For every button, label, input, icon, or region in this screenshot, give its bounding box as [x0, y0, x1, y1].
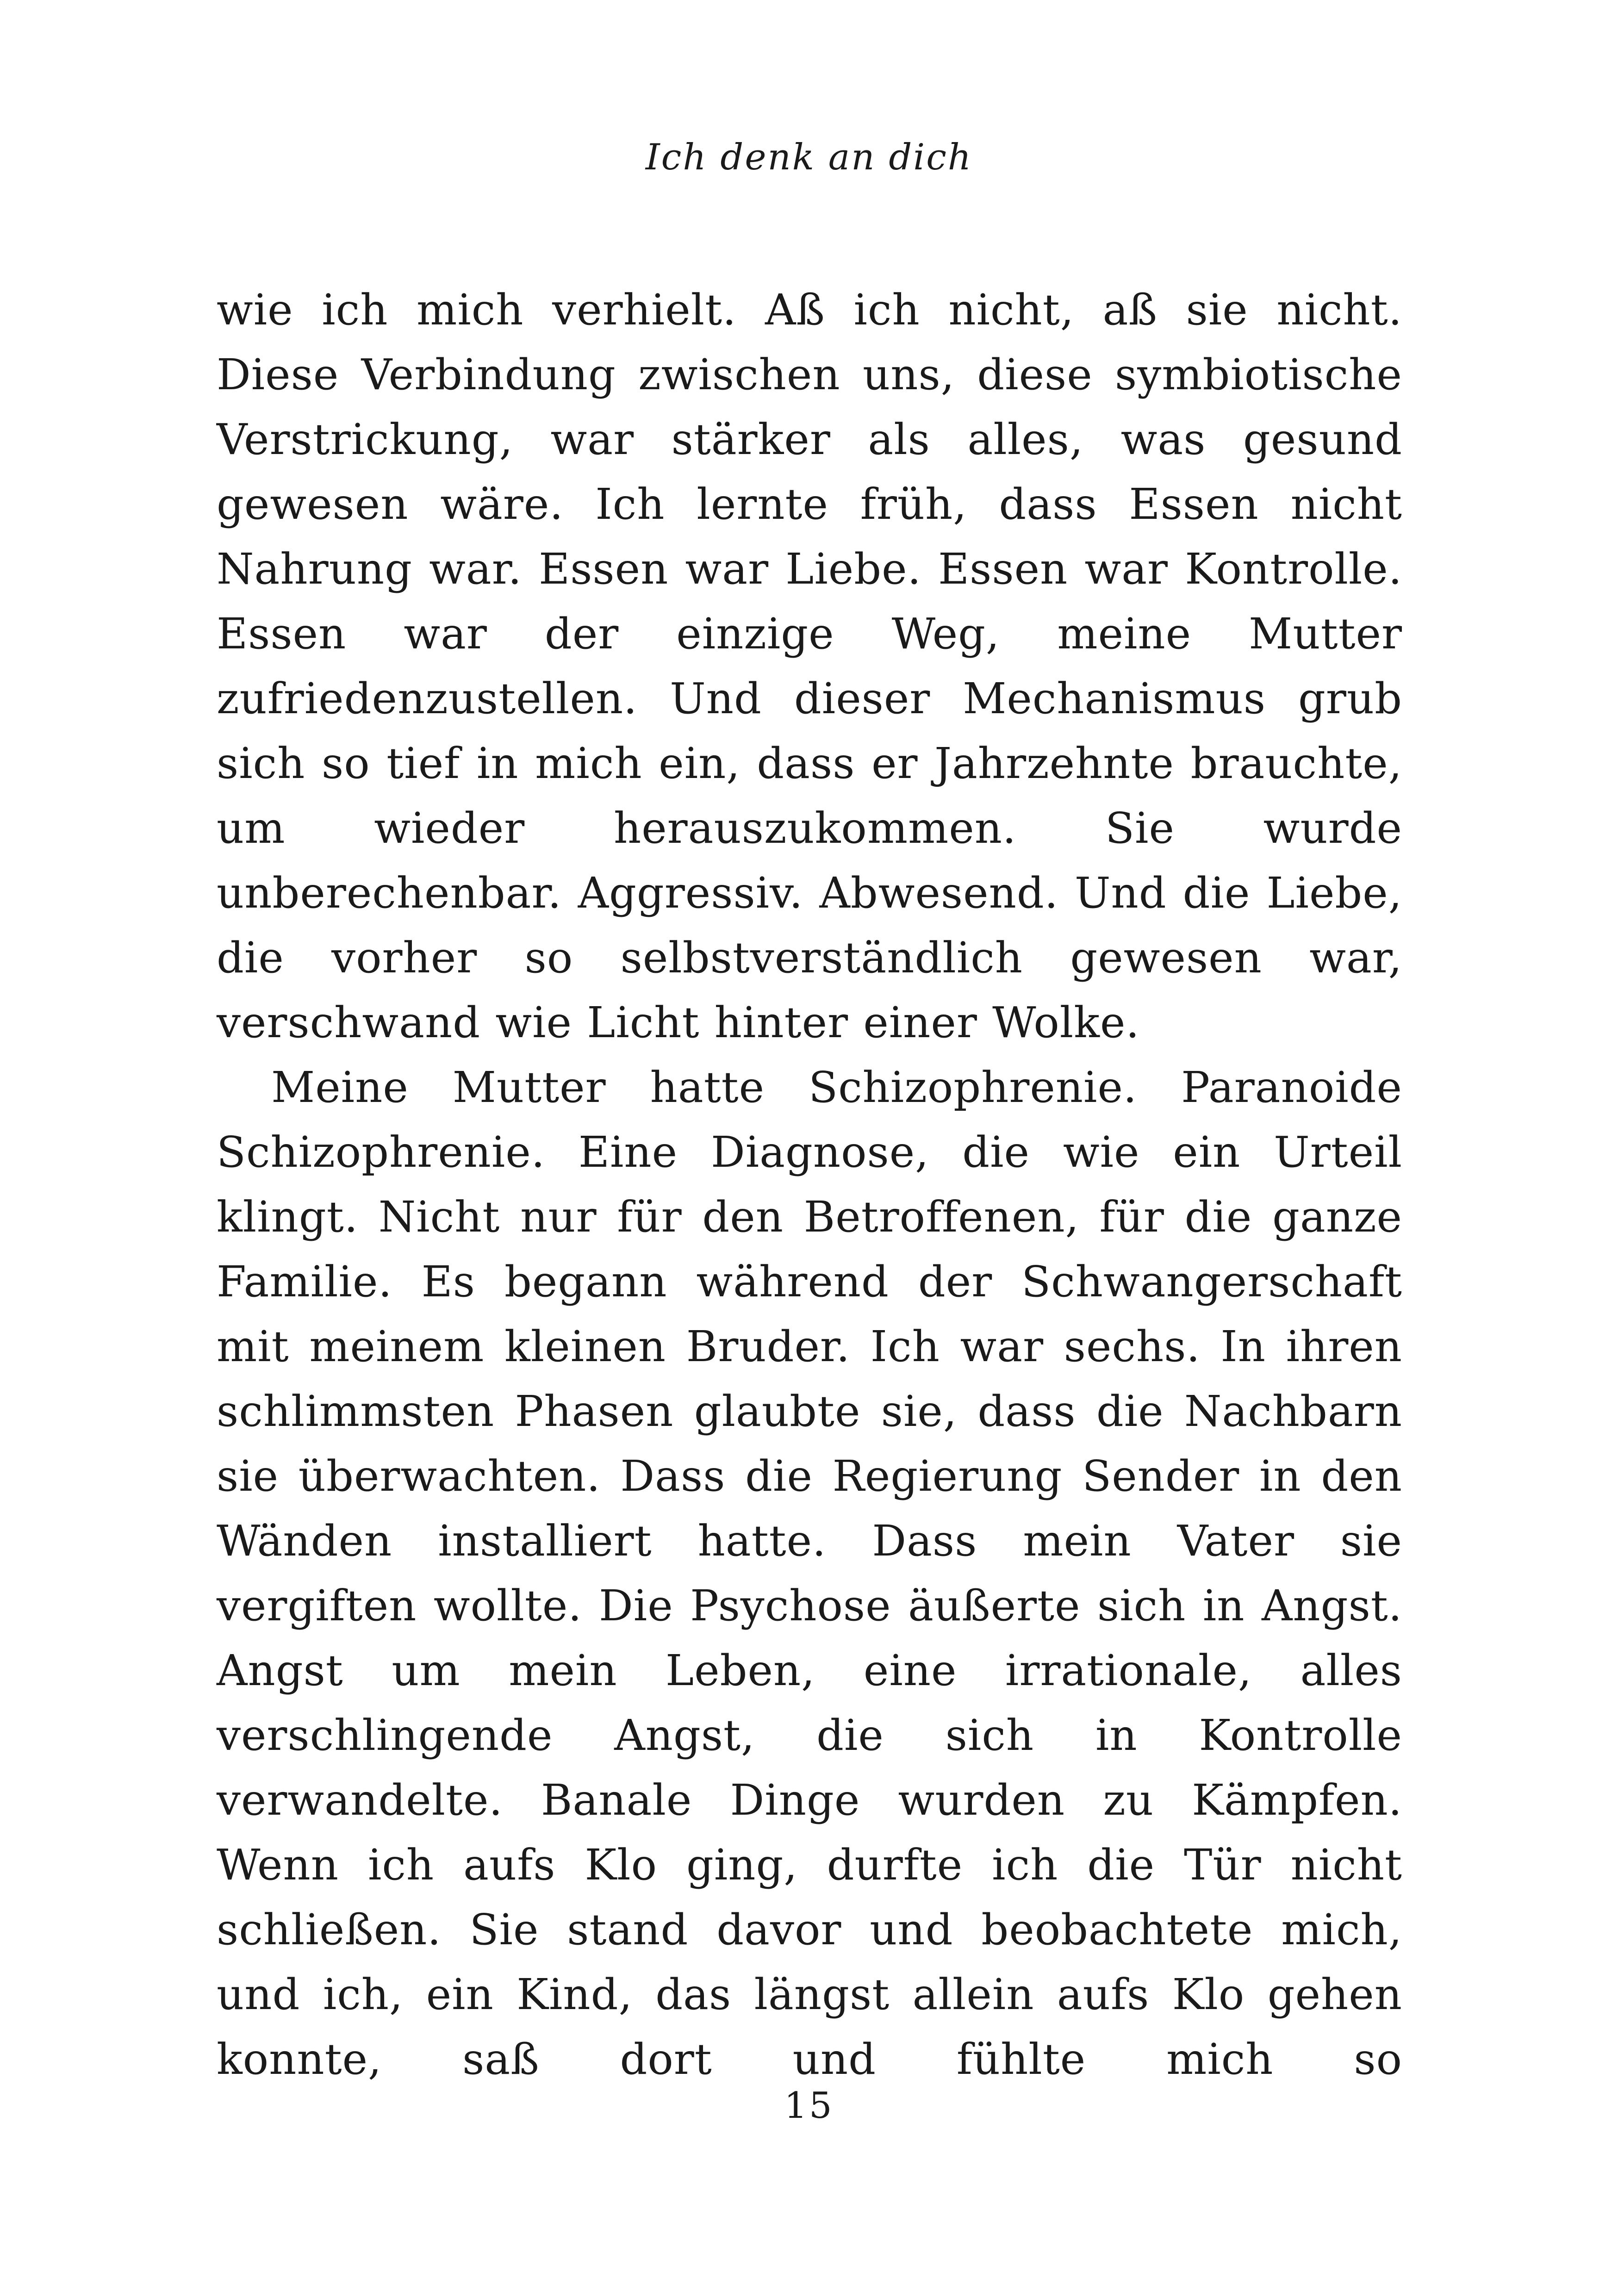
page-number: 15: [784, 2085, 834, 2127]
body-text: [217, 278, 1402, 2092]
paragraph-schizophrenia: Meine Mutter hatte Schizophrenie. Paranoide Schizophrenie. Eine Diagnose, die wie ein Urteil klingt. Nicht nur für den Betroffenen, für die ganze Familie. Es begann während der Schwangerschaft mit meinem kleinen Bruder. Ich war sechs. In ihren schlimmsten Phasen glaubte sie, dass die Nachbarn sie überwachten. Dass die Regierung Sender in den Wänden installiert hatte. Dass mein Vater sie vergiften wollte. Die Psychose äußerte sich in Angst. Angst um mein Leben, eine irrationale, alles verschlingende Angst, die sich in Kontrolle verwandelte. Banale Dinge wurden zu Kämpfen. Wenn ich aufs Klo ging, durfte ich die Tür nicht schließen. Sie stand davor und beobachtete mich, und ich, ein Kind, das längst allein aufs Klo gehen konnte, saß dort und fühlte mich so: [217, 1063, 1402, 2084]
paragraph-continued: wie ich mich verhielt. Aß ich nicht, aß sie nicht. Diese Verbindung zwischen uns, diese symbiotische Verstrickung, war stärker als alles, was gesund gewesen wäre. Ich lernte früh, dass Essen nicht Nahrung war. Essen war Liebe. Essen war Kontrolle. Essen war der einzige Weg, meine Mutter zufriedenzustellen. Und dieser Mechanismus grub sich so tief in mich ein, dass er Jahrzehnte brauchte, um wieder herauszukommen. Sie wurde unberechenbar. Aggressiv. Abwesend. Und die Liebe, die vorher so selbstverständlich gewesen war, verschwand wie Licht hinter einer Wolke.: [217, 285, 1402, 1047]
running-header: Ich denk an dich: [645, 137, 973, 178]
